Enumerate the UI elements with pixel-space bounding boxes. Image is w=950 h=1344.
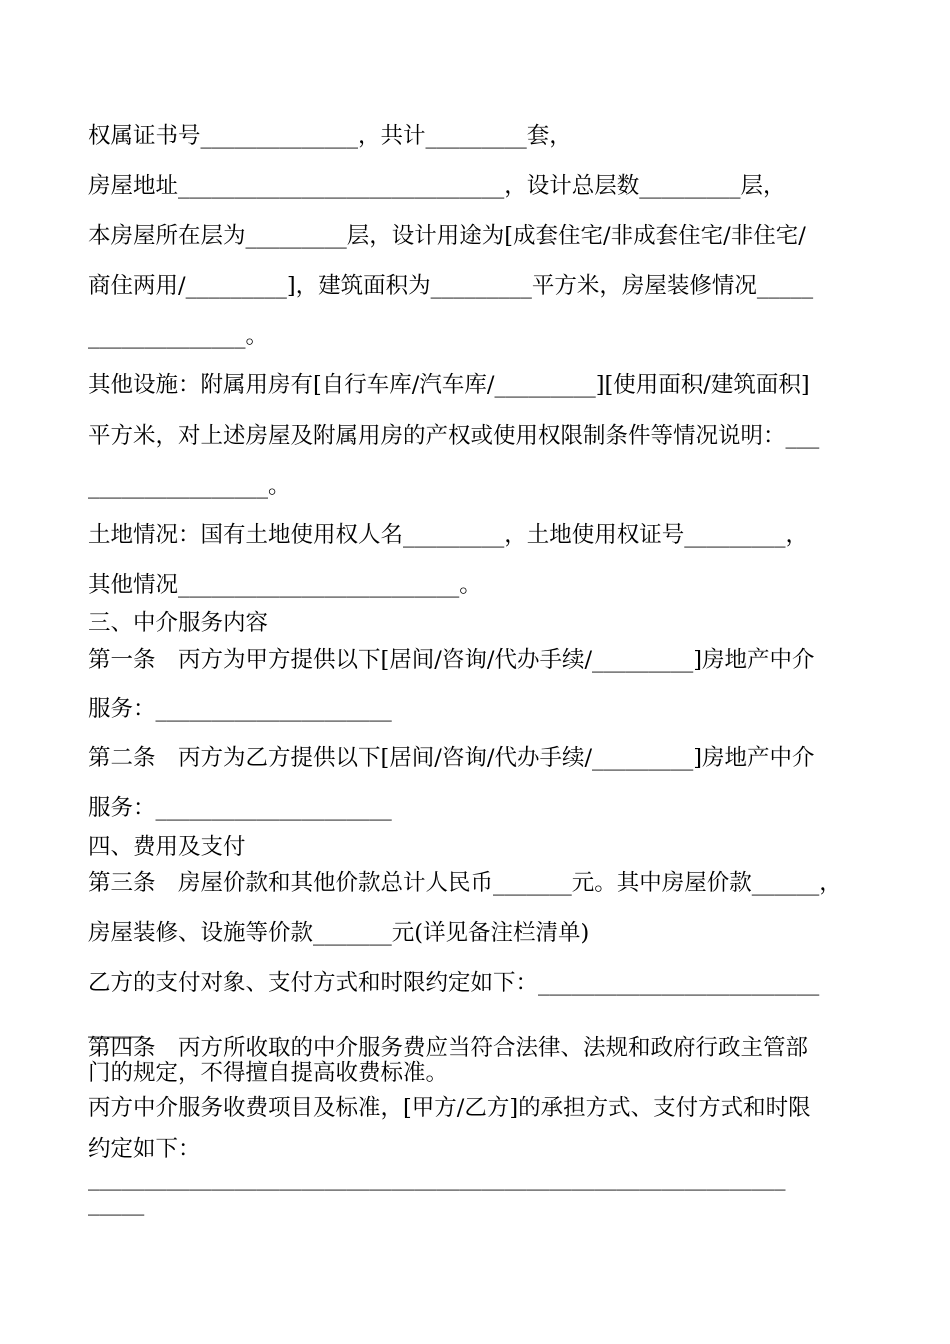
article-2-service: 服务：_____________________ (88, 795, 392, 821)
line-house-address: 房屋地址_____________________________，设计总层数_________层， (88, 173, 786, 199)
line-area-decoration: 商住两用/_________]，建筑面积为_________平方米，房屋装修情况_____ (88, 273, 814, 299)
line-restriction-continued: ________________。 (88, 473, 291, 499)
article-1: 第一条 丙方为甲方提供以下[居间/咨询/代办手续/_________]房地产中介 (88, 647, 815, 673)
line-decoration-continued: ______________。 (88, 323, 269, 349)
line-land-info: 土地情况：国有土地使用权人名_________，土地使用权证号_________， (88, 522, 809, 548)
line-payment-terms-continued: _____ (88, 1012, 145, 1038)
line-blank-full: ______________________________________________________________ (88, 1165, 786, 1191)
article-4: 第四条 丙方所收取的中介服务费应当符合法律、法规和政府行政主管部 (88, 1035, 809, 1061)
line-floor-usage: 本房屋所在层为_________层，设计用途为[成套住宅/非成套住宅/非住宅/ (88, 223, 806, 249)
line-blank-short: _____ (88, 1190, 145, 1216)
article-3: 第三条 房屋价款和其他价款总计人民币_______元。其中房屋价款______， (88, 870, 842, 896)
line-other-facilities: 其他设施：附属用房有[自行车库/汽车库/_________][使用面积/建筑面积] (88, 372, 810, 398)
line-cert-number: 权属证书号______________，共计_________套， (88, 123, 572, 149)
section-heading-fees: 四、费用及支付 (88, 834, 246, 860)
article-3-decoration-price: 房屋装修、设施等价款_______元(详见备注栏清单) (88, 920, 590, 946)
line-payment-terms: 乙方的支付对象、支付方式和时限约定如下：_________________________ (88, 970, 820, 996)
line-other-info: 其他情况_________________________。 (88, 572, 482, 598)
article-2: 第二条 丙方为乙方提供以下[居间/咨询/代办手续/_________]房地产中介 (88, 745, 815, 771)
line-fee-items: 丙方中介服务收费项目及标准，[甲方/乙方]的承担方式、支付方式和时限 (88, 1095, 811, 1121)
article-4-continued: 门的规定，不得擅自提高收费标准。 (88, 1060, 449, 1086)
article-1-service: 服务：_____________________ (88, 696, 392, 722)
line-restriction-description: 平方米，对上述房屋及附属用房的产权或使用权限制条件等情况说明：___ (88, 423, 820, 449)
line-agreement: 约定如下： (88, 1136, 201, 1162)
section-heading-service-content: 三、中介服务内容 (88, 610, 269, 636)
